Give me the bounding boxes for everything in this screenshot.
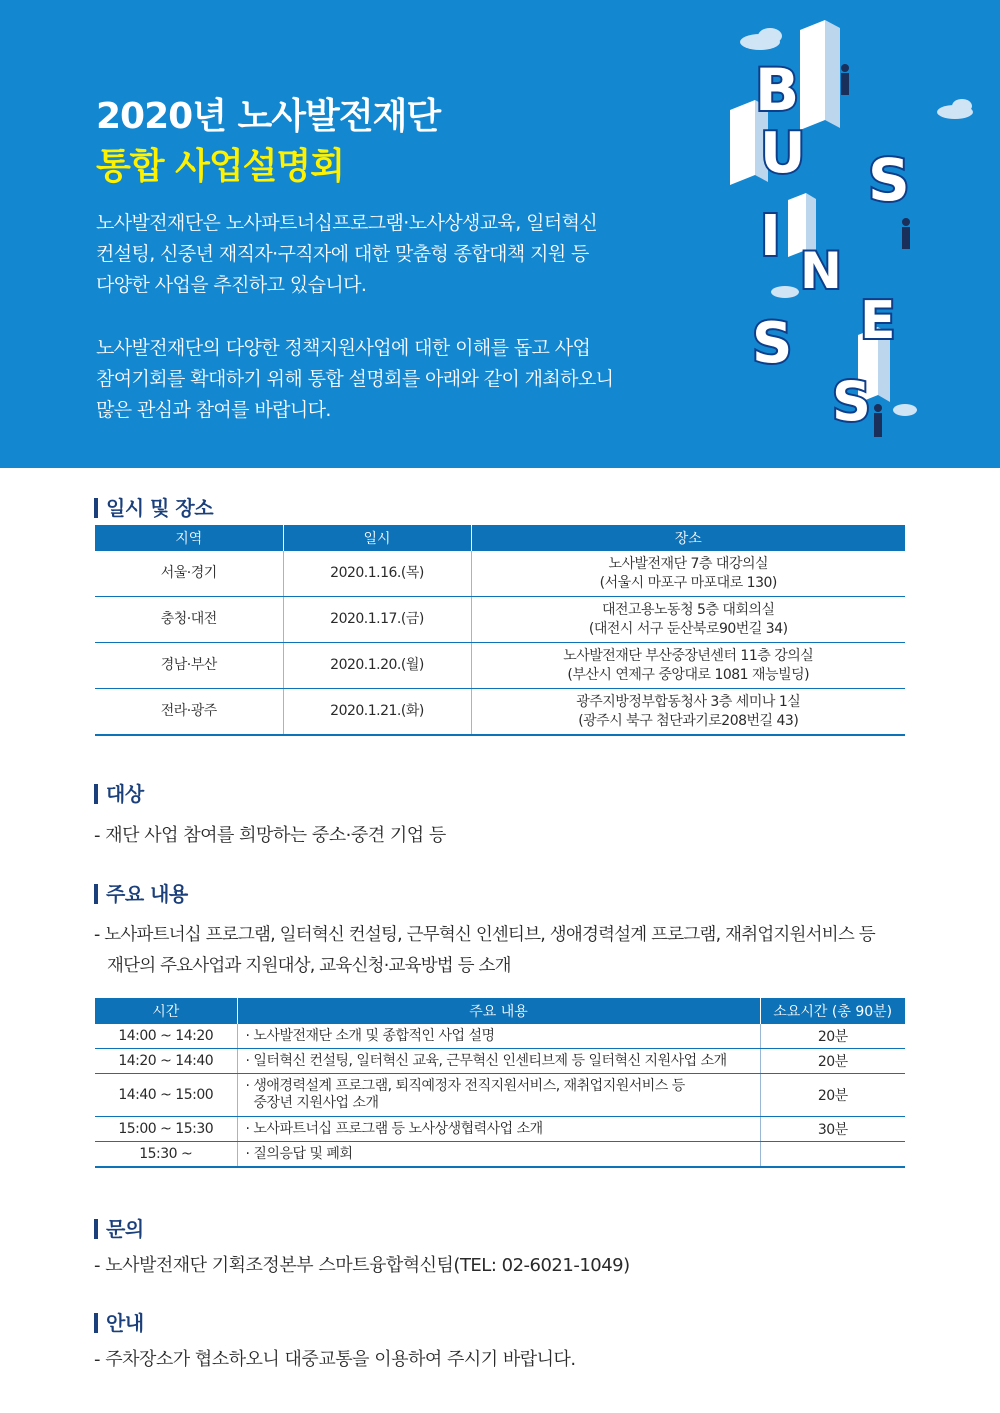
section-title-text: 안내 xyxy=(106,1311,144,1335)
cell-time: 14:00 ~ 14:20 xyxy=(95,1024,237,1049)
section-title-text: 문의 xyxy=(106,1217,144,1241)
column-header-duration: 소요시간 (총 90분) xyxy=(760,998,905,1024)
desc-line: 중장년 지원사업 소개 xyxy=(245,1095,379,1111)
cell-time: 15:30 ~ xyxy=(95,1142,237,1168)
place-address: (부산시 연제구 중앙대로 1081 재능빌딩) xyxy=(567,666,810,683)
cell-duration xyxy=(760,1142,905,1168)
letter-block-u: U xyxy=(760,121,806,186)
letter-block-s: S xyxy=(832,370,871,433)
section-marker xyxy=(94,1313,98,1333)
cloud-icon xyxy=(937,99,973,119)
inquiry-text: - 노사발전재단 기획조정본부 스마트융합혁신팀(TEL: 02-6021-1049) xyxy=(94,1255,630,1276)
cloud-icon xyxy=(771,286,799,298)
hero-paragraph-2 xyxy=(96,333,656,426)
cell-desc xyxy=(237,1049,760,1074)
cell-place xyxy=(471,551,905,597)
place-name: 노사발전재단 부산중장년센터 11층 강의실 xyxy=(563,647,814,664)
letter-block-i: I xyxy=(760,204,781,269)
hero-paragraph-1 xyxy=(96,208,656,301)
cell-duration: 30분 xyxy=(760,1117,905,1142)
cell-date: 2020.1.21.(화) xyxy=(283,689,471,736)
desc-line: · 노사파트너십 프로그램 등 노사상생협력사업 소개 xyxy=(245,1120,543,1137)
letter-block-b: B xyxy=(755,56,800,124)
hero-banner xyxy=(0,0,1000,468)
hero-title-line2: 통합 사업설명회 xyxy=(96,146,344,187)
hero-paragraph-line: 노사발전재단의 다양한 정책지원사업에 대한 이해를 돕고 사업 xyxy=(96,337,591,359)
building-icon xyxy=(800,20,840,130)
place-address: (대전시 서구 둔산북로90번길 34) xyxy=(588,620,788,637)
cell-time: 15:00 ~ 15:30 xyxy=(95,1117,237,1142)
column-header-region: 지역 xyxy=(95,525,283,551)
desc-line: · 질의응답 및 폐회 xyxy=(245,1145,353,1162)
cloud-icon xyxy=(893,404,917,416)
section-title-text: 주요 내용 xyxy=(106,882,188,906)
column-header-content: 주요 내용 xyxy=(237,998,760,1024)
cell-place xyxy=(471,689,905,736)
section-marker xyxy=(94,784,98,804)
table-row xyxy=(95,689,905,736)
hero-title-line1: 2020년 노사발전재단 xyxy=(96,96,441,137)
section-title-schedule xyxy=(94,492,213,521)
place-name: 대전고용노동청 5층 대회의실 xyxy=(601,601,775,618)
letter-block-n: N xyxy=(800,242,842,300)
table-row xyxy=(95,597,905,643)
column-header-time: 시간 xyxy=(95,998,237,1024)
table-row xyxy=(95,643,905,689)
section-marker xyxy=(94,498,98,518)
section-title-target xyxy=(94,778,144,807)
letter-block-s: S xyxy=(752,311,793,376)
schedule-table xyxy=(95,525,905,736)
target-text: - 재단 사업 참여를 희망하는 중소·중견 기업 등 xyxy=(94,825,446,846)
cell-duration: 20분 xyxy=(760,1049,905,1074)
person-icon xyxy=(902,218,910,249)
cell-desc xyxy=(237,1074,760,1117)
hero-paragraph-line: 참여기회를 확대하기 위해 통합 설명회를 아래와 같이 개최하오니 xyxy=(96,368,614,390)
section-title-notice xyxy=(94,1307,144,1336)
place-name: 노사발전재단 7층 대강의실 xyxy=(608,555,769,572)
cell-place xyxy=(471,643,905,689)
section-marker xyxy=(94,884,98,904)
content-text-line1: - 노사파트너십 프로그램, 일터혁신 컨설팅, 근무혁신 인센티브, 생애경력설계 프로그램, 재취업지원서비스 등 xyxy=(94,925,875,945)
place-address: (광주시 북구 첨단과기로208번길 43) xyxy=(578,712,799,729)
table-row xyxy=(95,1049,905,1074)
table-row xyxy=(95,1142,905,1168)
place-name: 광주지방정부합동청사 3층 세미나 1실 xyxy=(576,693,801,710)
column-header-place: 장소 xyxy=(471,525,905,551)
person-icon xyxy=(841,64,849,95)
cell-date: 2020.1.17.(금) xyxy=(283,597,471,643)
column-header-date: 일시 xyxy=(283,525,471,551)
table-header-row xyxy=(95,525,905,551)
notice-text: - 주차장소가 협소하오니 대중교통을 이용하여 주시기 바랍니다. xyxy=(94,1349,576,1370)
desc-line: · 노사발전재단 소개 및 종합적인 사업 설명 xyxy=(245,1027,495,1044)
letter-block-s: S xyxy=(868,146,910,214)
section-marker xyxy=(94,1219,98,1239)
cell-region: 서울·경기 xyxy=(95,551,283,597)
table-row xyxy=(95,1117,905,1142)
cell-duration: 20분 xyxy=(760,1024,905,1049)
place-address: (서울시 마포구 마포대로 130) xyxy=(599,574,777,591)
letter-block-e: E xyxy=(860,291,896,351)
cell-region: 전라·광주 xyxy=(95,689,283,736)
cell-desc xyxy=(237,1142,760,1168)
table-row xyxy=(95,1024,905,1049)
cell-time: 14:40 ~ 15:00 xyxy=(95,1074,237,1117)
cell-region: 충청·대전 xyxy=(95,597,283,643)
cell-date: 2020.1.16.(목) xyxy=(283,551,471,597)
section-title-inquiry xyxy=(94,1213,144,1242)
table-row xyxy=(95,551,905,597)
cell-desc xyxy=(237,1117,760,1142)
person-icon xyxy=(874,404,882,437)
hero-paragraph-line: 노사발전재단은 노사파트너십프로그램·노사상생교육, 일터혁신 xyxy=(96,212,598,234)
hero-paragraph-line: 다양한 사업을 추진하고 있습니다. xyxy=(96,274,367,296)
cell-desc xyxy=(237,1024,760,1049)
section-title-content xyxy=(94,878,188,907)
cell-place xyxy=(471,597,905,643)
table-header-row xyxy=(95,998,905,1024)
cell-region: 경남·부산 xyxy=(95,643,283,689)
section-title-text: 대상 xyxy=(106,782,144,806)
table-row xyxy=(95,1074,905,1117)
program-table xyxy=(95,998,905,1168)
business-illustration xyxy=(700,0,1000,468)
desc-line: · 생애경력설계 프로그램, 퇴직예정자 전직지원서비스, 재취업지원서비스 등 xyxy=(245,1078,685,1094)
desc-line: · 일터혁신 컨설팅, 일터혁신 교육, 근무혁신 인센티브제 등 일터혁신 지원사업 소개 xyxy=(245,1052,727,1069)
hero-paragraph-line: 컨설팅, 신중년 재직자·구직자에 대한 맞춤형 종합대책 지원 등 xyxy=(96,243,589,265)
cloud-icon xyxy=(740,28,782,50)
cell-duration: 20분 xyxy=(760,1074,905,1117)
hero-paragraph-line: 많은 관심과 참여를 바랍니다. xyxy=(96,399,331,421)
cell-time: 14:20 ~ 14:40 xyxy=(95,1049,237,1074)
section-title-text: 일시 및 장소 xyxy=(106,496,214,520)
cell-date: 2020.1.20.(월) xyxy=(283,643,471,689)
content-text-line2: 재단의 주요사업과 지원대상, 교육신청·교육방법 등 소개 xyxy=(107,956,511,976)
